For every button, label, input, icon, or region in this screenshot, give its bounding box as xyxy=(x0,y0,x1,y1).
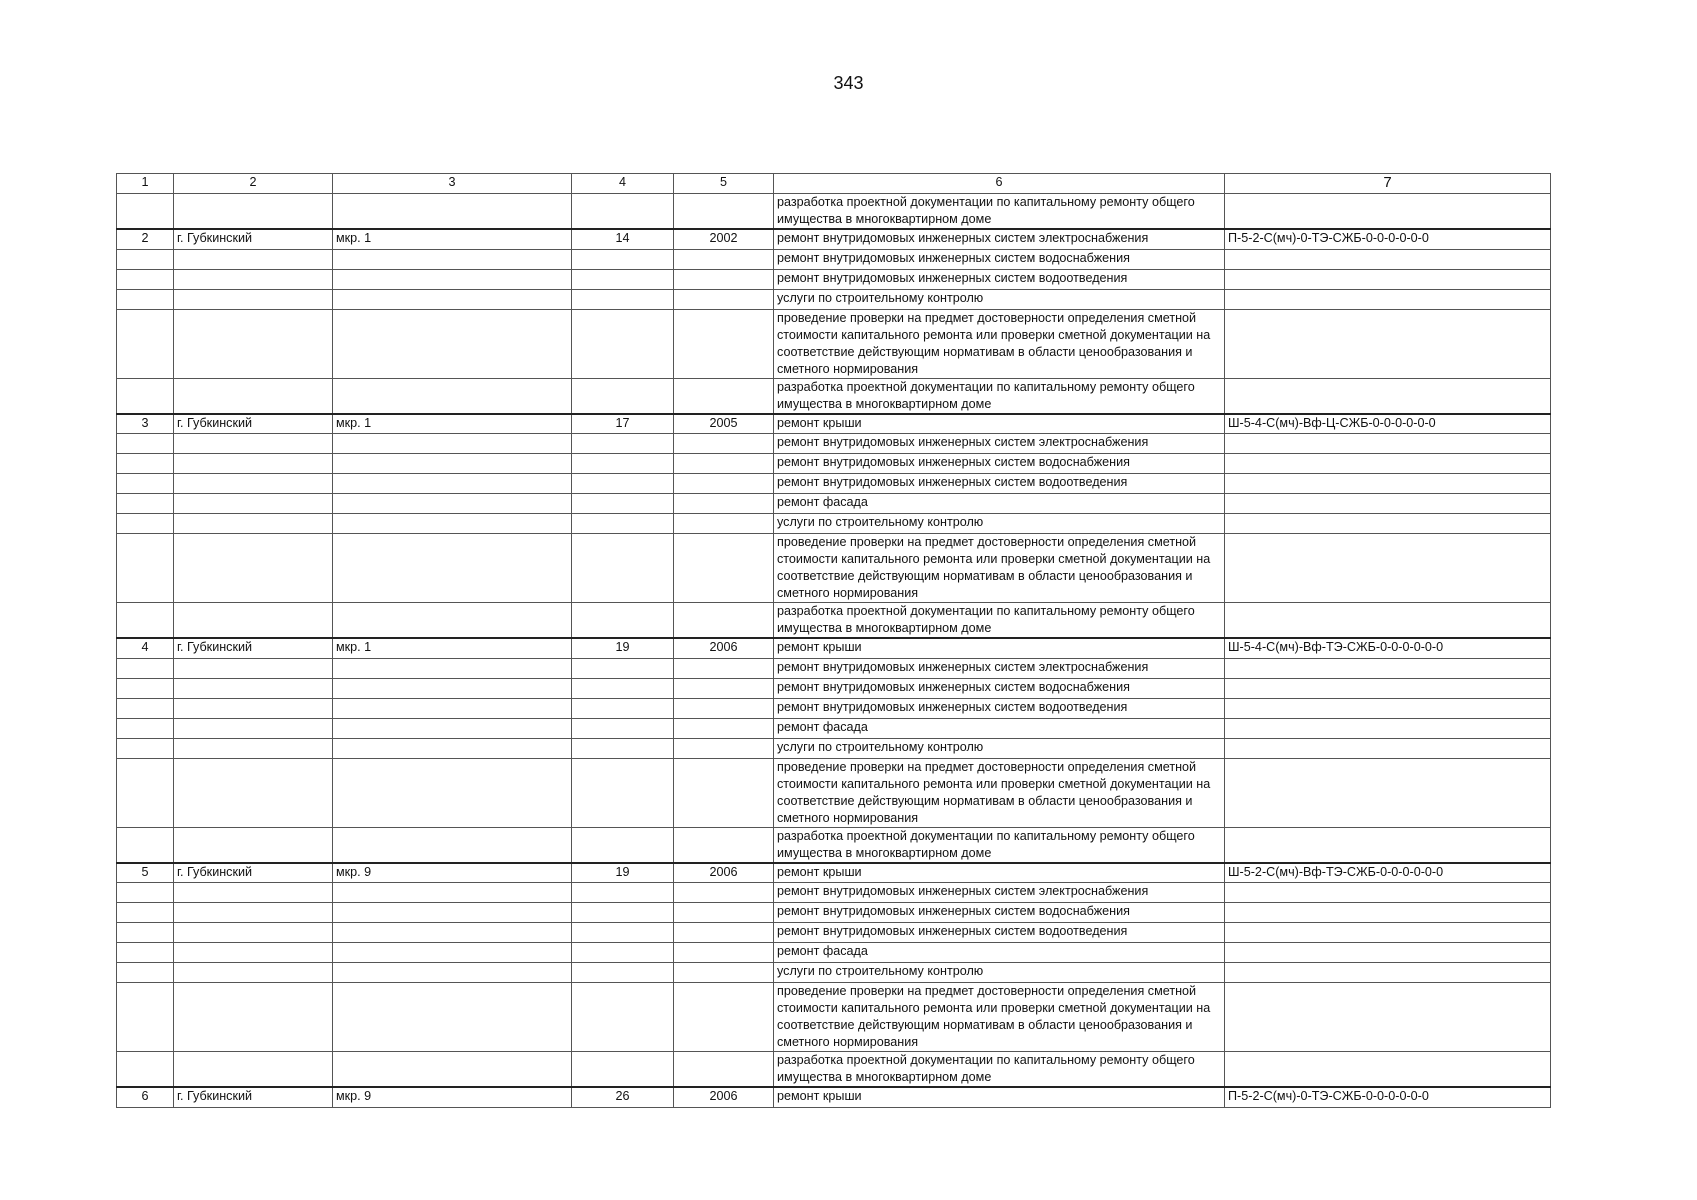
cell-house-type-code xyxy=(1225,289,1551,309)
cell-year xyxy=(674,434,774,454)
cell-district xyxy=(333,289,572,309)
table-row xyxy=(117,229,1551,249)
cell-work-type: ремонт внутридомовых инженерных систем водоснабжения xyxy=(774,249,1225,269)
cell-district xyxy=(333,434,572,454)
cell-year xyxy=(674,923,774,943)
table-row xyxy=(117,414,1551,434)
cell-house-number xyxy=(572,309,674,378)
cell-year xyxy=(674,249,774,269)
cell-city xyxy=(174,514,333,534)
cell-city xyxy=(174,658,333,678)
cell-house-number xyxy=(572,378,674,414)
cell-work-type: проведение проверки на предмет достоверности определения сметной стоимости капитального ремонта или проверки сметной документации на соответствие действующим нормативам в области ценообразования и сметного нормирования xyxy=(774,758,1225,827)
cell-work-type: ремонт внутридомовых инженерных систем водоотведения xyxy=(774,698,1225,718)
cell-house-type-code xyxy=(1225,514,1551,534)
cell-house-type-code xyxy=(1225,738,1551,758)
column-header: 6 xyxy=(774,174,1225,194)
cell-row-number xyxy=(117,194,174,230)
cell-work-type: разработка проектной документации по капитальному ремонту общего имущества в многоквартирном доме xyxy=(774,1052,1225,1088)
cell-district: мкр. 1 xyxy=(333,229,572,249)
cell-house-type-code xyxy=(1225,983,1551,1052)
cell-district xyxy=(333,309,572,378)
cell-work-type: ремонт крыши xyxy=(774,414,1225,434)
cell-row-number xyxy=(117,494,174,514)
cell-house-number xyxy=(572,454,674,474)
cell-house-number xyxy=(572,718,674,738)
cell-house-number xyxy=(572,698,674,718)
cell-year: 2006 xyxy=(674,863,774,883)
cell-house-number xyxy=(572,738,674,758)
cell-row-number xyxy=(117,289,174,309)
page-number: 343 xyxy=(833,73,864,93)
cell-row-number xyxy=(117,698,174,718)
cell-work-type: ремонт внутридомовых инженерных систем водоотведения xyxy=(774,923,1225,943)
cell-year xyxy=(674,718,774,738)
cell-year xyxy=(674,758,774,827)
cell-row-number xyxy=(117,923,174,943)
cell-work-type: ремонт фасада xyxy=(774,943,1225,963)
cell-house-number xyxy=(572,534,674,603)
cell-district xyxy=(333,963,572,983)
cell-house-type-code: Ш-5-4-С(мч)-Вф-Ц-СЖБ-0-0-0-0-0-0 xyxy=(1225,414,1551,434)
table-row xyxy=(117,698,1551,718)
cell-year xyxy=(674,494,774,514)
cell-work-type: ремонт фасада xyxy=(774,718,1225,738)
cell-row-number xyxy=(117,738,174,758)
cell-year xyxy=(674,943,774,963)
cell-city xyxy=(174,309,333,378)
cell-house-type-code xyxy=(1225,454,1551,474)
cell-work-type: ремонт внутридомовых инженерных систем водоснабжения xyxy=(774,454,1225,474)
cell-year: 2005 xyxy=(674,414,774,434)
cell-row-number xyxy=(117,269,174,289)
cell-house-number xyxy=(572,249,674,269)
cell-work-type: ремонт внутридомовых инженерных систем водоотведения xyxy=(774,474,1225,494)
cell-city: г. Губкинский xyxy=(174,229,333,249)
column-header: 5 xyxy=(674,174,774,194)
cell-row-number xyxy=(117,943,174,963)
cell-row-number xyxy=(117,718,174,738)
table-row xyxy=(117,269,1551,289)
cell-city xyxy=(174,983,333,1052)
cell-year xyxy=(674,269,774,289)
cell-row-number xyxy=(117,758,174,827)
cell-district xyxy=(333,1052,572,1088)
column-header: 4 xyxy=(572,174,674,194)
cell-house-type-code xyxy=(1225,758,1551,827)
cell-house-number: 19 xyxy=(572,863,674,883)
cell-work-type: ремонт крыши xyxy=(774,638,1225,658)
cell-district xyxy=(333,494,572,514)
column-header: 3 xyxy=(333,174,572,194)
cell-work-type: услуги по строительному контролю xyxy=(774,289,1225,309)
table-row xyxy=(117,603,1551,639)
cell-row-number xyxy=(117,603,174,639)
cell-work-type: ремонт внутридомовых инженерных систем электроснабжения xyxy=(774,883,1225,903)
cell-district xyxy=(333,194,572,230)
cell-house-number xyxy=(572,903,674,923)
table-row xyxy=(117,289,1551,309)
cell-house-number: 19 xyxy=(572,638,674,658)
cell-row-number xyxy=(117,963,174,983)
table-row xyxy=(117,758,1551,827)
cell-year xyxy=(674,194,774,230)
cell-year xyxy=(674,378,774,414)
table-row xyxy=(117,983,1551,1052)
cell-work-type: ремонт крыши xyxy=(774,863,1225,883)
cell-work-type: разработка проектной документации по капитальному ремонту общего имущества в многоквартирном доме xyxy=(774,603,1225,639)
cell-house-number xyxy=(572,883,674,903)
cell-house-number xyxy=(572,923,674,943)
cell-city xyxy=(174,678,333,698)
cell-district xyxy=(333,378,572,414)
cell-house-type-code: П-5-2-С(мч)-0-ТЭ-СЖБ-0-0-0-0-0-0 xyxy=(1225,229,1551,249)
cell-house-number xyxy=(572,658,674,678)
cell-city xyxy=(174,963,333,983)
cell-house-number xyxy=(572,983,674,1052)
table-row xyxy=(117,718,1551,738)
cell-house-type-code xyxy=(1225,269,1551,289)
cell-row-number xyxy=(117,827,174,863)
cell-house-number xyxy=(572,434,674,454)
cell-row-number: 6 xyxy=(117,1087,174,1107)
cell-district xyxy=(333,738,572,758)
cell-work-type: проведение проверки на предмет достоверности определения сметной стоимости капитального ремонта или проверки сметной документации на соответствие действующим нормативам в области ценообразования и сметного нормирования xyxy=(774,309,1225,378)
cell-city xyxy=(174,698,333,718)
cell-city xyxy=(174,289,333,309)
cell-row-number xyxy=(117,474,174,494)
cell-row-number xyxy=(117,658,174,678)
table-row xyxy=(117,309,1551,378)
cell-house-number xyxy=(572,289,674,309)
cell-row-number: 4 xyxy=(117,638,174,658)
cell-row-number: 3 xyxy=(117,414,174,434)
cell-work-type: услуги по строительному контролю xyxy=(774,963,1225,983)
cell-house-number xyxy=(572,963,674,983)
cell-house-type-code: П-5-2-С(мч)-0-ТЭ-СЖБ-0-0-0-0-0-0 xyxy=(1225,1087,1551,1107)
cell-district xyxy=(333,454,572,474)
cell-house-type-code xyxy=(1225,434,1551,454)
cell-row-number xyxy=(117,883,174,903)
table-row xyxy=(117,494,1551,514)
table-row xyxy=(117,1052,1551,1088)
cell-work-type: проведение проверки на предмет достоверности определения сметной стоимости капитального ремонта или проверки сметной документации на соответствие действующим нормативам в области ценообразования и сметного нормирования xyxy=(774,534,1225,603)
cell-city xyxy=(174,923,333,943)
cell-work-type: ремонт внутридомовых инженерных систем водоснабжения xyxy=(774,678,1225,698)
cell-year xyxy=(674,658,774,678)
cell-district xyxy=(333,903,572,923)
cell-house-type-code xyxy=(1225,534,1551,603)
cell-house-type-code xyxy=(1225,698,1551,718)
cell-house-type-code xyxy=(1225,249,1551,269)
cell-house-type-code xyxy=(1225,1052,1551,1088)
cell-house-number xyxy=(572,269,674,289)
cell-district xyxy=(333,269,572,289)
cell-house-number xyxy=(572,827,674,863)
cell-work-type: разработка проектной документации по капитальному ремонту общего имущества в многоквартирном доме xyxy=(774,378,1225,414)
cell-house-number: 17 xyxy=(572,414,674,434)
cell-year xyxy=(674,678,774,698)
cell-house-type-code xyxy=(1225,943,1551,963)
table-row xyxy=(117,534,1551,603)
cell-house-number xyxy=(572,943,674,963)
cell-district xyxy=(333,943,572,963)
cell-city xyxy=(174,454,333,474)
cell-city: г. Губкинский xyxy=(174,1087,333,1107)
table-row xyxy=(117,378,1551,414)
cell-house-number xyxy=(572,1052,674,1088)
table-row xyxy=(117,738,1551,758)
cell-city xyxy=(174,194,333,230)
cell-row-number: 2 xyxy=(117,229,174,249)
cell-house-type-code: Ш-5-2-С(мч)-Вф-ТЭ-СЖБ-0-0-0-0-0-0 xyxy=(1225,863,1551,883)
cell-house-number xyxy=(572,758,674,827)
table-row xyxy=(117,963,1551,983)
cell-district xyxy=(333,923,572,943)
cell-row-number xyxy=(117,678,174,698)
cell-house-number xyxy=(572,474,674,494)
cell-year xyxy=(674,983,774,1052)
cell-house-number xyxy=(572,494,674,514)
table-row xyxy=(117,1087,1551,1107)
cell-city xyxy=(174,758,333,827)
cell-city xyxy=(174,378,333,414)
cell-district xyxy=(333,758,572,827)
cell-house-type-code xyxy=(1225,494,1551,514)
cell-house-number xyxy=(572,603,674,639)
cell-work-type: услуги по строительному контролю xyxy=(774,514,1225,534)
cell-city xyxy=(174,603,333,639)
cell-work-type: разработка проектной документации по капитальному ремонту общего имущества в многоквартирном доме xyxy=(774,827,1225,863)
cell-house-type-code xyxy=(1225,678,1551,698)
cell-district xyxy=(333,249,572,269)
column-header: 7 xyxy=(1225,174,1551,194)
table-row xyxy=(117,827,1551,863)
cell-house-type-code xyxy=(1225,718,1551,738)
cell-year xyxy=(674,474,774,494)
cell-district xyxy=(333,514,572,534)
cell-district xyxy=(333,534,572,603)
cell-row-number xyxy=(117,309,174,378)
table-row xyxy=(117,943,1551,963)
cell-row-number xyxy=(117,514,174,534)
cell-district xyxy=(333,698,572,718)
cell-work-type: ремонт внутридомовых инженерных систем электроснабжения xyxy=(774,658,1225,678)
cell-house-type-code xyxy=(1225,903,1551,923)
cell-district xyxy=(333,827,572,863)
cell-city xyxy=(174,1052,333,1088)
cell-row-number xyxy=(117,249,174,269)
cell-year xyxy=(674,534,774,603)
column-header: 2 xyxy=(174,174,333,194)
cell-city xyxy=(174,434,333,454)
table-row xyxy=(117,194,1551,230)
cell-district: мкр. 1 xyxy=(333,414,572,434)
cell-row-number xyxy=(117,1052,174,1088)
cell-city xyxy=(174,883,333,903)
cell-house-number: 26 xyxy=(572,1087,674,1107)
cell-work-type: проведение проверки на предмет достоверности определения сметной стоимости капитального ремонта или проверки сметной документации на соответствие действующим нормативам в области ценообразования и сметного нормирования xyxy=(774,983,1225,1052)
cell-row-number xyxy=(117,378,174,414)
cell-city xyxy=(174,474,333,494)
cell-district: мкр. 9 xyxy=(333,1087,572,1107)
cell-work-type: услуги по строительному контролю xyxy=(774,738,1225,758)
table-header-row xyxy=(117,174,1551,194)
table-row xyxy=(117,923,1551,943)
cell-district xyxy=(333,983,572,1052)
cell-district xyxy=(333,678,572,698)
cell-year xyxy=(674,903,774,923)
cell-row-number: 5 xyxy=(117,863,174,883)
cell-work-type: ремонт внутридомовых инженерных систем электроснабжения xyxy=(774,434,1225,454)
cell-house-number xyxy=(572,194,674,230)
cell-city: г. Губкинский xyxy=(174,638,333,658)
cell-year: 2006 xyxy=(674,638,774,658)
cell-house-type-code xyxy=(1225,827,1551,863)
cell-house-number xyxy=(572,514,674,534)
cell-city xyxy=(174,494,333,514)
cell-district xyxy=(333,603,572,639)
cell-work-type: ремонт внутридомовых инженерных систем водоотведения xyxy=(774,269,1225,289)
cell-city xyxy=(174,249,333,269)
cell-year xyxy=(674,514,774,534)
cell-city xyxy=(174,903,333,923)
table-row xyxy=(117,658,1551,678)
cell-row-number xyxy=(117,454,174,474)
table-body xyxy=(117,174,1551,1108)
cell-year xyxy=(674,827,774,863)
cell-house-type-code xyxy=(1225,883,1551,903)
cell-house-type-code xyxy=(1225,963,1551,983)
cell-district xyxy=(333,658,572,678)
cell-city xyxy=(174,738,333,758)
cell-house-type-code xyxy=(1225,603,1551,639)
table-row xyxy=(117,883,1551,903)
cell-district xyxy=(333,883,572,903)
cell-city xyxy=(174,943,333,963)
cell-work-type: ремонт фасада xyxy=(774,494,1225,514)
cell-house-type-code xyxy=(1225,378,1551,414)
table-row xyxy=(117,474,1551,494)
table-row xyxy=(117,514,1551,534)
cell-house-type-code: Ш-5-4-С(мч)-Вф-ТЭ-СЖБ-0-0-0-0-0-0 xyxy=(1225,638,1551,658)
table-row xyxy=(117,454,1551,474)
cell-work-type: ремонт внутридомовых инженерных систем электроснабжения xyxy=(774,229,1225,249)
cell-work-type: ремонт внутридомовых инженерных систем водоснабжения xyxy=(774,903,1225,923)
cell-city xyxy=(174,827,333,863)
cell-year xyxy=(674,454,774,474)
table-row xyxy=(117,903,1551,923)
cell-district xyxy=(333,718,572,738)
cell-year xyxy=(674,698,774,718)
cell-house-type-code xyxy=(1225,923,1551,943)
cell-year xyxy=(674,738,774,758)
cell-year xyxy=(674,309,774,378)
cell-row-number xyxy=(117,434,174,454)
cell-year xyxy=(674,883,774,903)
cell-city xyxy=(174,718,333,738)
repair-schedule-table xyxy=(116,173,1551,1108)
table-row xyxy=(117,678,1551,698)
cell-city xyxy=(174,269,333,289)
cell-house-type-code xyxy=(1225,658,1551,678)
cell-house-number: 14 xyxy=(572,229,674,249)
cell-house-number xyxy=(572,678,674,698)
cell-year: 2002 xyxy=(674,229,774,249)
cell-year xyxy=(674,603,774,639)
cell-district: мкр. 9 xyxy=(333,863,572,883)
cell-city xyxy=(174,534,333,603)
cell-city: г. Губкинский xyxy=(174,414,333,434)
cell-house-type-code xyxy=(1225,194,1551,230)
cell-year: 2006 xyxy=(674,1087,774,1107)
cell-house-type-code xyxy=(1225,474,1551,494)
cell-work-type: разработка проектной документации по капитальному ремонту общего имущества в многоквартирном доме xyxy=(774,194,1225,230)
column-header: 1 xyxy=(117,174,174,194)
cell-work-type: ремонт крыши xyxy=(774,1087,1225,1107)
cell-year xyxy=(674,1052,774,1088)
table-row xyxy=(117,863,1551,883)
cell-district xyxy=(333,474,572,494)
table-row xyxy=(117,434,1551,454)
cell-row-number xyxy=(117,534,174,603)
table-row xyxy=(117,638,1551,658)
cell-year xyxy=(674,963,774,983)
cell-year xyxy=(674,289,774,309)
cell-house-type-code xyxy=(1225,309,1551,378)
cell-city: г. Губкинский xyxy=(174,863,333,883)
cell-row-number xyxy=(117,903,174,923)
table-row xyxy=(117,249,1551,269)
cell-district: мкр. 1 xyxy=(333,638,572,658)
cell-row-number xyxy=(117,983,174,1052)
